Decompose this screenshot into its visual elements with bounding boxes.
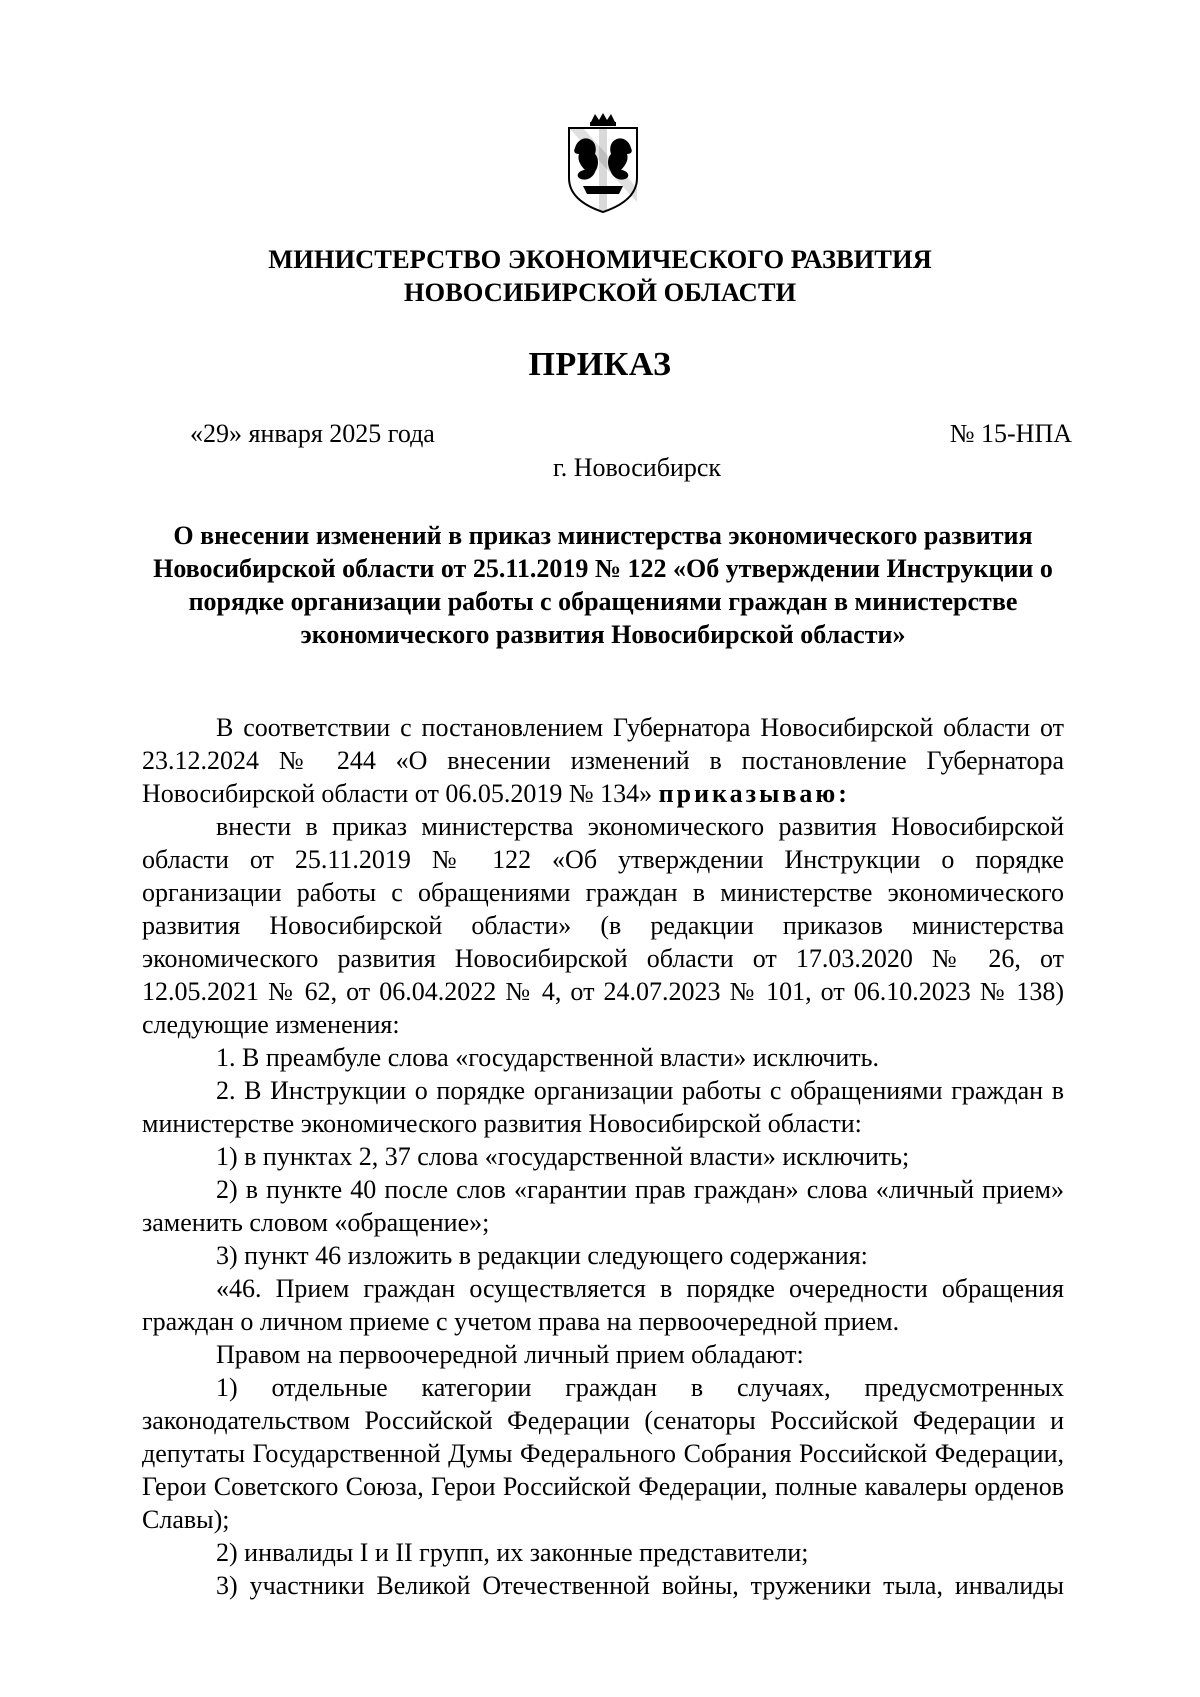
paragraph: 1) отдельные категории граждан в случаях, предусмотренных законодательством Российской Федерации (сенаторы Российской Федерации и депутаты Государственной Думы Федерального Собрания Российской Федерации, Герои Советского Союза, Герои Российской Федерации, полные кавалеры орденов Славы); (142, 1373, 1064, 1534)
document-subject: О внесении изменений в приказ министерства экономического развития Новосибирской области от 25.11.2019 № 122 «Об утверждении Инструкции о порядке организации работы с обращениями граждан в министерстве экономического развития Новосибирской области» (153, 521, 1053, 649)
organization-line-2: НОВОСИБИРСКОЙ ОБЛАСТИ (403, 277, 797, 307)
organization-name (0, 243, 1200, 309)
paragraph: 2) инвалиды I и II групп, их законные представители; (216, 1538, 809, 1567)
paragraph: «46. Прием граждан осуществляется в порядке очередности обращения граждан о личном приеме с учетом права на первоочередной прием. (142, 1274, 1064, 1336)
paragraph: 1) в пунктах 2, 37 слова «государственной власти» исключить; (216, 1142, 910, 1171)
paragraph: Правом на первоочередной личный прием обладают: (216, 1340, 804, 1369)
document-date: «29» января 2025 года (190, 419, 435, 448)
preamble-text: В соответствии с постановлением Губернатора Новосибирской области от 23.12.2024 № 244 «О внесении изменений в постановление Губернатора Новосибирской области от 06.05.2019 № 134» (142, 713, 1064, 808)
paragraph: внести в приказ министерства экономического развития Новосибирской области от 25.11.2019 № 122 «Об утверждении Инструкции о порядке организации работы с обращениями граждан в министерстве экономического развития Новосибирской области» (в редакции приказов министерства экономического развития Новосибирской области от 17.03.2020 № 26, от 12.05.2021 № 62, от 06.04.2022 № 4, от 24.07.2023 № 101, от 06.10.2023 № 138) следующие изменения: (142, 812, 1064, 1039)
organization-line-1: МИНИСТЕРСТВО ЭКОНОМИЧЕСКОГО РАЗВИТИЯ (268, 244, 932, 274)
paragraph: 3) пункт 46 изложить в редакции следующего содержания: (216, 1241, 868, 1270)
document-type: ПРИКАЗ (528, 346, 672, 383)
paragraph: 3) участники Великой Отечественной войны, труженики тыла, инвалиды (216, 1571, 1064, 1600)
paragraph-preamble (142, 711, 1064, 810)
paragraph: 2. В Инструкции о порядке организации работы с обращениями граждан в министерстве экономического развития Новосибирской области: (142, 1076, 1064, 1138)
paragraph: 1. В преамбуле слова «государственной власти» исключить. (216, 1043, 879, 1072)
coat-of-arms-icon (563, 112, 643, 214)
document-number: № 15-НПА (949, 419, 1072, 448)
order-keyword: приказываю: (658, 779, 850, 808)
paragraph: 2) в пункте 40 после слов «гарантии прав граждан» слова «личный прием» заменить словом «обращение»; (142, 1175, 1064, 1237)
document-body (142, 711, 1064, 1602)
document-city: г. Новосибирск (552, 453, 722, 482)
